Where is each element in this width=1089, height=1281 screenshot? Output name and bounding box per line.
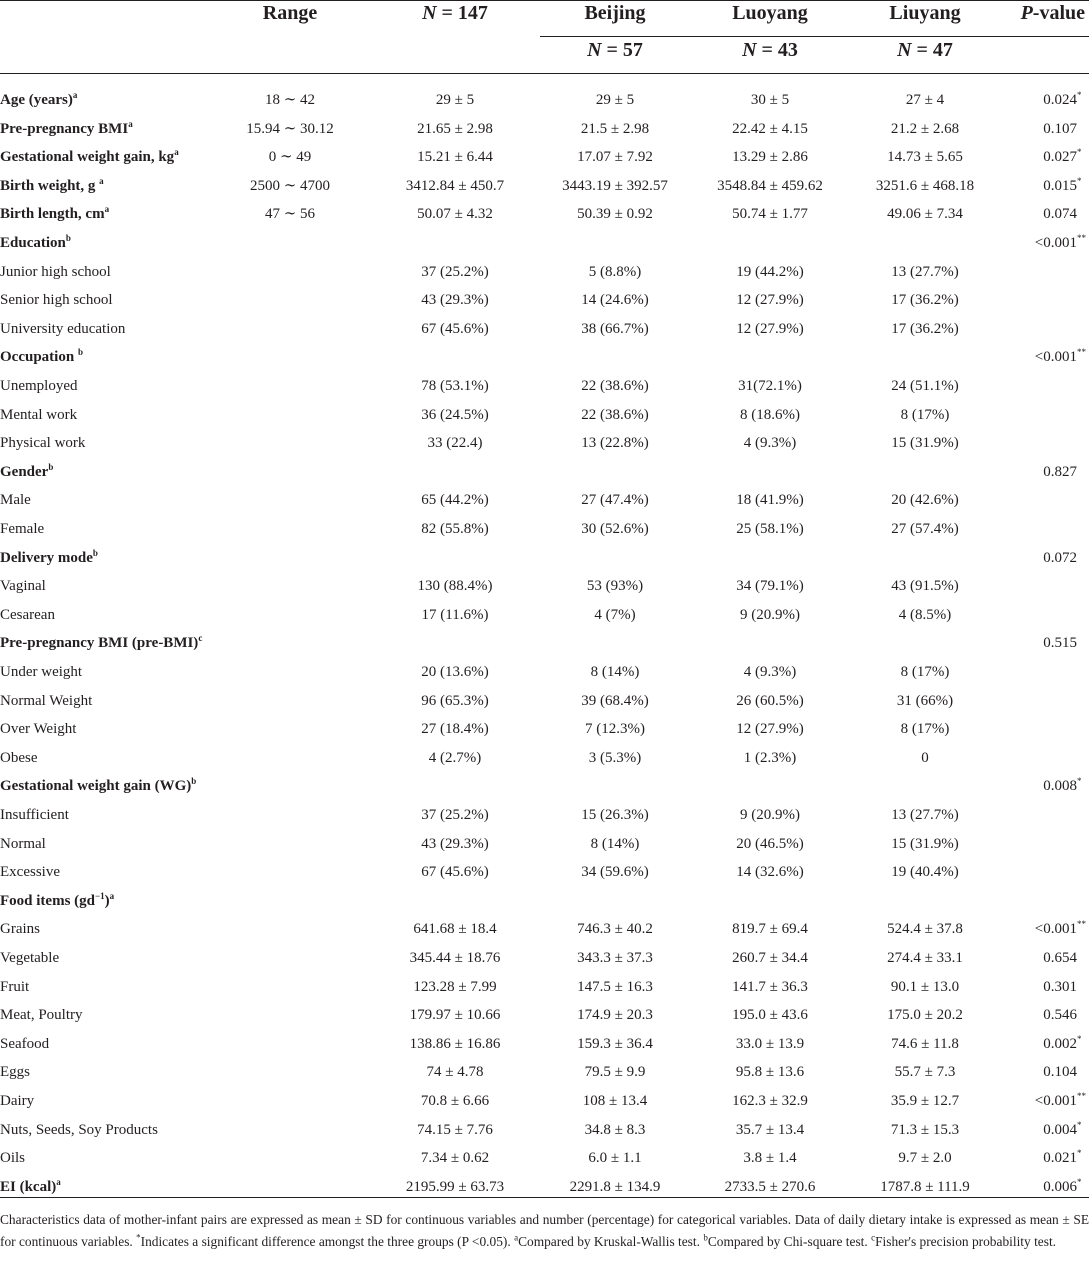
cell-luoyang: 19 (44.2%) — [736, 263, 804, 280]
cell-liuyang: 3251.6 ± 468.18 — [875, 177, 975, 194]
table-footnote: Characteristics data of mother-infant pairs are expressed as mean ± SD for continuous variables and number (percentage) for categorical variables. Data of daily dietary intake is expressed as mean ± SE for continuous variables. *Indicates a significant difference amongst the three groups (P <0.05). $^a$Compared by Kruskal-Wallis test. $^b$Compared by Chi-square test. $^c$Fisher's precision probability test. — [0, 1212, 1089, 1249]
cell-total: 37 (25.2%) — [421, 263, 489, 280]
cell-beijing: 50.39 ± 0.92 — [577, 206, 653, 223]
cell-beijing: 38 (66.7%) — [581, 320, 649, 337]
cell-beijing: 174.9 ± 20.3 — [577, 1007, 653, 1024]
cell-p-value: 0.024* — [1043, 90, 1082, 108]
cell-luoyang: 8 (18.6%) — [740, 406, 800, 423]
row-category: Junior high school — [0, 263, 111, 280]
row-heading: Delivery mode$^b$ — [0, 547, 98, 566]
cell-luoyang: 33.0 ± 13.9 — [735, 1035, 805, 1052]
cell-liuyang: 0 — [921, 749, 929, 766]
cell-liuyang: 20 (42.6%) — [891, 492, 959, 509]
row-category: University education — [0, 320, 126, 337]
cell-liuyang: 274.4 ± 33.1 — [887, 950, 963, 966]
cell-liuyang: 17 (36.2%) — [891, 292, 959, 309]
cell-total: 7.34 ± 0.62 — [420, 1150, 490, 1167]
cell-luoyang: 2733.5 ± 270.6 — [724, 1178, 816, 1195]
cell-beijing: 746.3 ± 40.2 — [577, 921, 653, 938]
cell-liuyang: 4 (8.5%) — [898, 606, 952, 623]
cell-luoyang: 12 (27.9%) — [736, 320, 804, 337]
cell-beijing: 13 (22.8%) — [581, 435, 649, 452]
cell-total: 70.8 ± 6.66 — [420, 1093, 490, 1109]
cell-beijing: 22 (38.6%) — [581, 378, 649, 394]
cell-total: 21.65 ± 2.98 — [417, 120, 493, 137]
cell-beijing: 14 (24.6%) — [581, 292, 649, 309]
cell-total: 78 (53.1%) — [421, 378, 489, 394]
header-liuyang: Liuyang — [889, 2, 961, 24]
cell-total: 74.15 ± 7.76 — [417, 1121, 493, 1138]
cell-total: 27 (18.4%) — [421, 721, 489, 738]
row-category: Meat, Poultry — [0, 1007, 83, 1024]
row-category: Fruit — [0, 978, 30, 995]
row-heading: Birth weight, g $^a$ — [0, 175, 104, 194]
cell-liuyang: 14.73 ± 5.65 — [887, 149, 963, 166]
cell-p-value: <0.001** — [1034, 919, 1086, 938]
row-category: Insufficient — [0, 807, 69, 823]
cell-luoyang: 260.7 ± 34.4 — [732, 950, 808, 966]
header-beijing: Beijing — [584, 2, 646, 24]
cell-total: 29 ± 5 — [435, 92, 475, 108]
cell-luoyang: 9 (20.9%) — [740, 606, 800, 623]
cell-luoyang: 141.7 ± 36.3 — [732, 978, 808, 995]
cell-liuyang: 1787.8 ± 111.9 — [880, 1178, 970, 1195]
cell-p-value: 0.004* — [1043, 1119, 1082, 1138]
cell-beijing: 30 (52.6%) — [581, 521, 649, 537]
cell-total: 43 (29.3%) — [421, 292, 489, 309]
cell-total: 4 (2.7%) — [428, 749, 482, 766]
cell-total: 20 (13.6%) — [421, 664, 489, 680]
cell-range: 0 ∼ 49 — [268, 149, 312, 166]
cell-total: 74 ± 4.78 — [426, 1064, 484, 1081]
cell-p-value: <0.001** — [1034, 347, 1086, 366]
row-category: Senior high school — [0, 292, 113, 309]
header-luoyang: Luoyang — [732, 2, 808, 24]
cell-p-value: 0.654 — [1043, 950, 1077, 966]
cell-liuyang: 31 (66%) — [896, 692, 954, 709]
cell-beijing: 34 (59.6%) — [581, 864, 649, 881]
cell-luoyang: 35.7 ± 13.4 — [735, 1121, 805, 1138]
row-heading: EI (kcal)$^a$ — [0, 1176, 61, 1195]
cell-luoyang: 4 (9.3%) — [743, 664, 797, 680]
row-category: Dairy — [0, 1093, 35, 1109]
header-n-total: N = 147 — [422, 2, 488, 24]
row-heading: Food items $(gd^{-1})^a$ — [0, 890, 115, 909]
cell-total: 82 (55.8%) — [421, 521, 489, 537]
cell-luoyang: 18 (41.9%) — [736, 492, 804, 509]
cell-p-value: 0.002* — [1043, 1033, 1082, 1052]
cell-total: 33 (22.4) — [427, 435, 483, 452]
cell-beijing: 159.3 ± 36.4 — [577, 1035, 653, 1052]
row-category: Nuts, Seeds, Soy Products — [0, 1121, 158, 1138]
cell-liuyang: 15 (31.9%) — [891, 835, 959, 852]
cell-beijing: 34.8 ± 8.3 — [584, 1121, 646, 1138]
cell-luoyang: 95.8 ± 13.6 — [735, 1064, 805, 1081]
cell-luoyang: 31(72.1%) — [738, 378, 802, 394]
header-range: Range — [262, 2, 318, 24]
cell-liuyang: 524.4 ± 37.8 — [887, 921, 963, 938]
cell-luoyang: 9 (20.9%) — [740, 807, 800, 823]
cell-beijing: 4 (7%) — [594, 606, 636, 623]
cell-liuyang: 24 (51.1%) — [891, 378, 959, 394]
cell-liuyang: 27 ± 4 — [905, 92, 945, 108]
row-category: Obese — [0, 749, 38, 766]
cell-p-value: 0.301 — [1043, 978, 1077, 995]
cell-liuyang: 21.2 ± 2.68 — [890, 120, 960, 137]
cell-luoyang: 4 (9.3%) — [743, 435, 797, 452]
row-category: Physical work — [0, 435, 86, 452]
cell-liuyang: 35.9 ± 12.7 — [890, 1093, 960, 1109]
cell-p-value: 0.072 — [1043, 549, 1077, 566]
cell-luoyang: 819.7 ± 69.4 — [732, 921, 808, 938]
cell-p-value: 0.074 — [1043, 206, 1077, 223]
cell-total: 50.07 ± 4.32 — [417, 206, 493, 223]
cell-p-value: <0.001** — [1034, 233, 1086, 251]
cell-beijing: 17.07 ± 7.92 — [577, 149, 653, 166]
cell-liuyang: 9.7 ± 2.0 — [898, 1150, 952, 1167]
cell-total: 36 (24.5%) — [421, 406, 489, 423]
cell-total: 3412.84 ± 450.7 — [405, 177, 505, 194]
cell-beijing: 53 (93%) — [586, 578, 644, 595]
cell-total: 345.44 ± 18.76 — [409, 950, 501, 966]
cell-luoyang: 12 (27.9%) — [736, 721, 804, 738]
cell-liuyang: 43 (91.5%) — [891, 578, 959, 595]
cell-p-value: 0.546 — [1043, 1007, 1077, 1024]
cell-total: 43 (29.3%) — [421, 835, 489, 852]
cell-liuyang: 71.3 ± 15.3 — [890, 1121, 960, 1138]
cell-beijing: 79.5 ± 9.9 — [584, 1064, 646, 1081]
cell-beijing: 29 ± 5 — [595, 92, 635, 108]
cell-beijing: 147.5 ± 16.3 — [577, 978, 653, 995]
cell-p-value: 0.107 — [1043, 120, 1077, 137]
cell-beijing: 6.0 ± 1.1 — [588, 1150, 642, 1167]
cell-luoyang: 3548.84 ± 459.62 — [717, 177, 823, 194]
cell-luoyang: 50.74 ± 1.77 — [732, 206, 808, 223]
cell-beijing: 8 (14%) — [590, 835, 640, 852]
row-heading: Gestational weight gain (WG)$^b$ — [0, 776, 197, 795]
cell-total: 96 (65.3%) — [421, 692, 489, 709]
cell-total: 37 (25.2%) — [421, 807, 489, 823]
cell-liuyang: 49.06 ± 7.34 — [887, 206, 963, 223]
header-liuyang-n: N = 47 — [897, 39, 953, 61]
row-heading: Pre-pregnancy BMI $(pre-BMI)^c$ — [0, 633, 203, 652]
cell-p-value: <0.001** — [1034, 1091, 1086, 1109]
cell-beijing: 108 ± 13.4 — [582, 1093, 648, 1109]
cell-liuyang: 90.1 ± 13.0 — [890, 978, 960, 995]
row-category: Unemployed — [0, 378, 78, 394]
cell-liuyang: 55.7 ± 7.3 — [894, 1064, 956, 1081]
cell-total: 17 (11.6%) — [421, 606, 489, 623]
cell-p-value: 0.827 — [1043, 463, 1077, 480]
cell-liuyang: 8 (17%) — [900, 406, 950, 423]
cell-beijing: 27 (47.4%) — [581, 492, 649, 509]
cell-beijing: 343.3 ± 37.3 — [577, 950, 653, 966]
cell-p-value: 0.104 — [1043, 1064, 1077, 1081]
cell-total: 65 (44.2%) — [421, 492, 489, 509]
row-heading: Age (years)$^a$ — [0, 90, 78, 108]
cell-total: 138.86 ± 16.86 — [409, 1035, 501, 1052]
row-heading: Gender$^b$ — [0, 461, 54, 480]
row-category: Vaginal — [0, 578, 46, 595]
cell-beijing: 39 (68.4%) — [581, 692, 649, 709]
row-category: Over Weight — [0, 721, 77, 738]
cell-liuyang: 8 (17%) — [900, 721, 950, 738]
cell-luoyang: 12 (27.9%) — [736, 292, 804, 309]
row-heading: Pre-pregnancy BMI$^a$ — [0, 118, 133, 137]
cell-total: 641.68 ± 18.4 — [413, 921, 497, 938]
cell-beijing: 15 (26.3%) — [581, 807, 649, 823]
cell-total: 179.97 ± 10.66 — [409, 1007, 501, 1024]
cell-total: 123.28 ± 7.99 — [413, 978, 497, 995]
cell-beijing: 21.5 ± 2.98 — [580, 120, 650, 137]
cell-p-value: 0.008* — [1043, 776, 1082, 795]
row-category: Vegetable — [0, 950, 60, 966]
cell-liuyang: 19 (40.4%) — [891, 864, 959, 881]
cell-luoyang: 13.29 ± 2.86 — [732, 149, 808, 166]
cell-liuyang: 8 (17%) — [900, 664, 950, 680]
cell-p-value: 0.027* — [1043, 147, 1082, 166]
cell-beijing: 22 (38.6%) — [581, 406, 649, 423]
cell-liuyang: 13 (27.7%) — [891, 807, 959, 823]
cell-range: 18 ∼ 42 — [264, 92, 316, 108]
row-category: Under weight — [0, 664, 83, 680]
cell-liuyang: 17 (36.2%) — [891, 320, 959, 337]
row-category: Oils — [0, 1150, 26, 1167]
row-category: Eggs — [0, 1064, 30, 1081]
cell-total: 67 (45.6%) — [421, 320, 489, 337]
cell-p-value: 0.006* — [1043, 1176, 1082, 1195]
cell-luoyang: 34 (79.1%) — [736, 578, 804, 595]
row-category: Grains — [0, 921, 40, 938]
cell-beijing: 2291.8 ± 134.9 — [569, 1178, 661, 1195]
cell-beijing: 8 (14%) — [590, 664, 640, 680]
cell-luoyang: 195.0 ± 43.6 — [732, 1007, 808, 1024]
cell-range: 47 ∼ 56 — [264, 206, 316, 223]
header-p-value: P-value — [1020, 2, 1085, 24]
row-heading: Education$^b$ — [0, 233, 71, 251]
cell-total: 67 (45.6%) — [421, 864, 489, 881]
cell-total: 2195.99 ± 63.73 — [405, 1178, 505, 1195]
cell-luoyang: 26 (60.5%) — [736, 692, 804, 709]
cell-luoyang: 1 (2.3%) — [743, 749, 797, 766]
cell-luoyang: 30 ± 5 — [750, 92, 790, 108]
cell-luoyang: 22.42 ± 4.15 — [732, 120, 808, 137]
cell-p-value: 0.021* — [1043, 1148, 1082, 1167]
row-category: Normal Weight — [0, 692, 93, 709]
cell-p-value: 0.515 — [1043, 635, 1077, 652]
cell-luoyang: 3.8 ± 1.4 — [743, 1150, 797, 1167]
row-category: Male — [0, 492, 31, 509]
header-luoyang-n: N = 43 — [742, 39, 798, 61]
cell-p-value: 0.015* — [1043, 175, 1082, 194]
cell-liuyang: 15 (31.9%) — [891, 435, 959, 452]
cell-range: 2500 ∼ 4700 — [249, 177, 331, 194]
cell-beijing: 3443.19 ± 392.57 — [562, 177, 668, 194]
cell-beijing: 7 (12.3%) — [585, 721, 645, 738]
cell-beijing: 3 (5.3%) — [588, 749, 642, 766]
row-heading: Gestational weight gain, $kg^a$ — [0, 147, 179, 166]
cell-luoyang: 162.3 ± 32.9 — [732, 1093, 808, 1109]
row-heading: Birth length, $cm^a$ — [0, 204, 110, 223]
cell-luoyang: 20 (46.5%) — [736, 835, 804, 852]
row-category: Normal — [0, 835, 46, 852]
cell-range: 15.94 ∼ 30.12 — [246, 120, 334, 137]
cell-liuyang: 74.6 ± 11.8 — [891, 1035, 959, 1052]
cell-liuyang: 175.0 ± 20.2 — [887, 1007, 963, 1024]
cell-luoyang: 14 (32.6%) — [736, 864, 804, 881]
cell-luoyang: 25 (58.1%) — [736, 521, 804, 537]
cell-liuyang: 27 (57.4%) — [891, 521, 959, 537]
cell-total: 15.21 ± 6.44 — [417, 149, 493, 166]
cell-beijing: 5 (8.8%) — [588, 263, 642, 280]
cell-total: 130 (88.4%) — [417, 578, 493, 595]
cell-liuyang: 13 (27.7%) — [891, 263, 959, 280]
row-heading: Occupation $^b$ — [0, 347, 83, 366]
table-bottom-rule — [0, 1197, 1089, 1198]
row-category: Excessive — [0, 864, 60, 881]
row-category: Cesarean — [0, 606, 55, 623]
row-category: Mental work — [0, 406, 78, 423]
row-category: Female — [0, 521, 45, 537]
header-bottom-rule — [0, 73, 1089, 74]
header-beijing-n: N = 57 — [587, 39, 643, 61]
row-category: Seafood — [0, 1035, 50, 1052]
